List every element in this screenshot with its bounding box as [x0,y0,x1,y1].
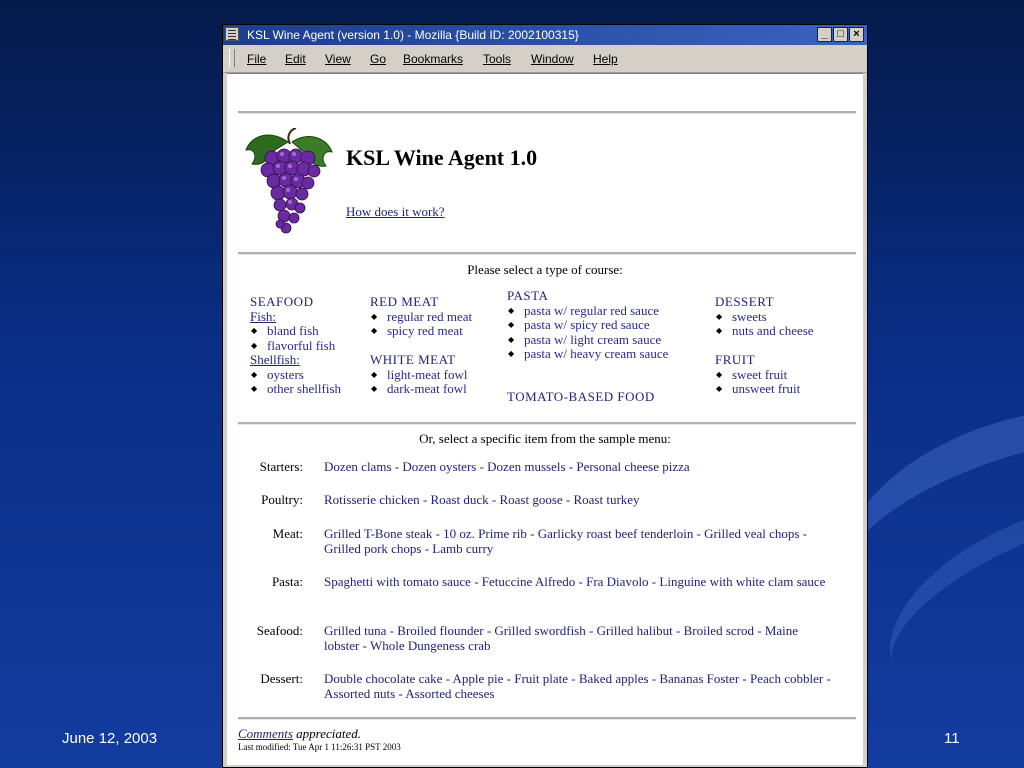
row-items[interactable]: Dozen clams - Dozen oysters - Dozen mussels - Personal cheese pizza [324,459,690,474]
list-item[interactable]: ◆ sweets [715,310,814,325]
menu-bar [223,46,867,73]
divider [238,111,856,114]
dessert-heading[interactable]: DESSERT [715,294,775,309]
toolbar-grip-icon[interactable] [229,49,235,67]
list-item[interactable]: ◆ bland fish [250,324,341,339]
comments-link[interactable]: Comments [238,726,293,741]
menu-bookmarks[interactable]: Bookmarks [403,52,464,66]
menu-file[interactable]: File [247,52,267,66]
row-label: Dessert: [260,671,303,686]
list-item[interactable]: ◆ pasta w/ heavy cream sauce [507,347,668,362]
divider [238,252,856,255]
slide-date: June 12, 2003 [62,730,158,747]
list-item[interactable]: ◆ regular red meat [370,310,472,325]
row-label: Starters: [259,459,303,474]
tomato-heading[interactable]: TOMATO-BASED FOOD [507,389,655,404]
fruit-heading[interactable]: FRUIT [715,352,756,367]
shellfish-subheading[interactable]: Shellfish: [250,352,300,367]
seafood-heading[interactable]: SEAFOOD [250,294,314,309]
list-item[interactable]: ◆ pasta w/ light cream sauce [507,333,668,348]
row-items[interactable]: Rotisserie chicken - Roast duck - Roast goose - Roast turkey [324,492,640,507]
row-label: Poultry: [261,492,303,507]
divider [238,422,856,425]
menu-edit[interactable]: Edit [285,52,306,66]
row-items[interactable]: Double chocolate cake - Apple pie - Fruit plate - Baked apples - Bananas Foster - Peach cobbler - Assorted nuts - Assorted cheeses [324,671,831,701]
how-does-it-work-link[interactable]: How does it work? [346,204,445,219]
white-meat-heading[interactable]: WHITE MEAT [370,352,456,367]
list-item[interactable]: ◆ dark-meat fowl [370,382,468,397]
course-prompt: Please select a type of course: [467,262,623,277]
browser-window [222,24,868,768]
maximize-button[interactable]: □ [833,27,848,42]
fish-subheading[interactable]: Fish: [250,308,277,324]
list-item[interactable]: ◆ nuts and cheese [715,324,814,339]
menu-window[interactable]: Window [531,52,574,66]
pasta-heading[interactable]: PASTA [507,288,549,303]
page-title: KSL Wine Agent 1.0 [346,145,538,170]
row-label: Pasta: [271,574,303,589]
menu-view[interactable]: View [325,52,351,66]
row-items[interactable]: Spaghetti with tomato sauce - Fetuccine Alfredo - Fra Diavolo - Linguine with white clam sauce [324,574,826,589]
row-items[interactable]: Grilled T-Bone steak - 10 oz. Prime rib - Garlicky roast beef tenderloin - Grilled veal chops - Grilled pork chops - Lamb curry [324,526,808,556]
divider [238,717,856,720]
menu-tools[interactable]: Tools [483,52,512,66]
pasta-column [507,289,668,362]
comments-text: appreciated. [292,726,362,741]
tomato-column [507,390,655,405]
white-meat-column [370,353,468,397]
row-items[interactable]: Grilled tuna - Broiled flounder - Grilled swordfish - Grilled halibut - Broiled scrod - Maine lobster - Whole Dungeness crab [324,623,799,653]
list-item[interactable]: ◆ pasta w/ regular red sauce [507,304,668,319]
dessert-column [715,295,814,339]
menu-prompt: Or, select a specific item from the sample menu: [419,431,671,446]
list-item[interactable]: ◆ flavorful fish [250,339,341,354]
list-item[interactable]: ◆ pasta w/ spicy red sauce [507,318,668,333]
list-item[interactable]: ◆ oysters [250,368,341,383]
list-item[interactable]: ◆ unsweet fruit [715,382,800,397]
red-meat-heading[interactable]: RED MEAT [370,294,439,309]
window-menu-icon[interactable] [225,27,239,41]
menu-help[interactable]: Help [593,52,618,66]
list-item[interactable]: ◆ spicy red meat [370,324,472,339]
grapes-logo-icon [242,128,336,240]
list-item[interactable]: ◆ sweet fruit [715,368,800,383]
row-label: Seafood: [256,623,303,638]
menu-go[interactable]: Go [370,52,387,66]
list-item[interactable]: ◆ light-meat fowl [370,368,468,383]
minimize-button[interactable]: _ [817,27,832,42]
last-modified: Last modified: Tue Apr 1 11:26:31 PST 2003 [238,742,401,752]
comments-line [238,726,361,742]
slide-page-number: 11 [944,730,960,747]
fruit-column [715,353,800,397]
close-button[interactable]: × [849,27,864,42]
list-item[interactable]: ◆ other shellfish [250,382,341,397]
red-meat-column [370,295,472,339]
window-title: KSL Wine Agent (version 1.0) - Mozilla {Build ID: 2002100315} [247,28,579,42]
page-content [227,73,863,765]
seafood-column [250,295,341,397]
row-label: Meat: [272,526,303,541]
title-bar[interactable] [223,25,867,45]
